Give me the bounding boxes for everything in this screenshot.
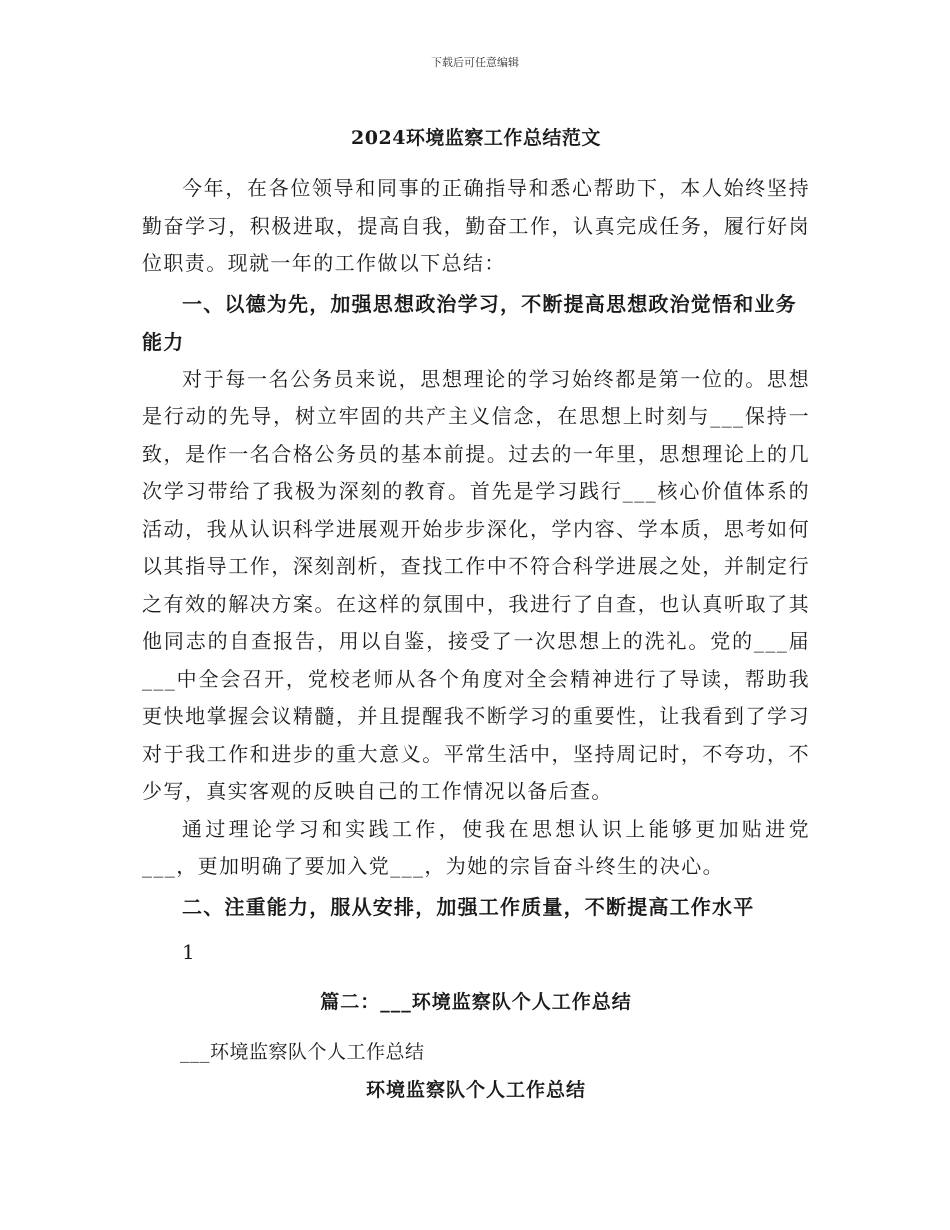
section-2-subtitle: 环境监察队个人工作总结 — [365, 1078, 586, 1101]
header-note: 下载后可任意编辑 — [431, 56, 519, 69]
section-heading-1: 一、以德为先，加强思想政治学习，不断提高思想政治觉悟和业务能力 — [142, 291, 797, 354]
document-page — [142, 118, 810, 1108]
paragraph-body-2: 通过理论学习和实践工作，使我在思想认识上能够更加贴进党___，更加明确了要加入党___，为她的宗旨奋斗终生的决心。 — [142, 816, 810, 878]
section-2-title: 篇二：___环境监察队个人工作总结 — [320, 990, 632, 1013]
paragraph-body-1: 对于每一名公务员来说，思想理论的学习始终都是第一位的。思想是行动的先导，树立牢固的共产主义信念，在思想上时刻与___保持一致，是作一名合格公务员的基本前提。过去的一年里，思想理论上的几次学习带给了我极为深刻的教育。首先是学习践行___核心价值体系的活动，我从认识科学进展观开始步步深化，学内容、学本质，思考如何以其指导工作，深刻剖析，查找工作中不符合科学进展之处，并制定行之有效的解决方案。在这样的氛围中，我进行了自查，也认真听取了其他同志的自查报告，用以自鉴，接受了一次思想上的洗礼。党的___届___中全会召开，党校老师从各个角度对全会精神进行了导读，帮助我更快地掌握会议精髓，并且提醒我不断学习的重要性，让我看到了学习对于我工作和进步的重大意义。平常生活中，坚持周记时，不夸功，不少写，真实客观的反映自己的工作情况以备后查。 — [142, 366, 810, 803]
paragraph-intro: 今年，在各位领导和同事的正确指导和悉心帮助下，本人始终坚持勤奋学习，积极进取，提高自我，勤奋工作，认真完成任务，履行好岗位职责。现就一年的工作做以下总结： — [142, 176, 810, 275]
page-number: 1 — [182, 939, 195, 964]
section-heading-2: 二、注重能力，服从安排，加强工作质量，不断提高工作水平 — [182, 894, 755, 919]
section-2-line: ___环境监察队个人工作总结 — [180, 1040, 425, 1063]
document-title: 2024环境监察工作总结范文 — [351, 127, 601, 149]
